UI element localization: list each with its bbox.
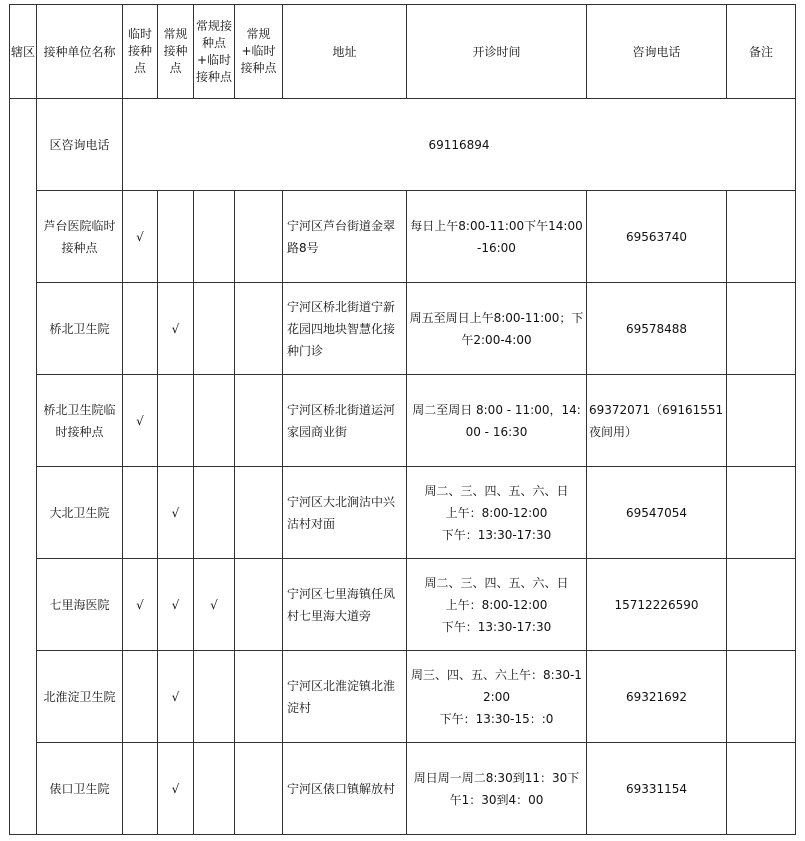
table-row bbox=[10, 375, 796, 467]
regular-check: √ bbox=[158, 467, 194, 559]
hours-line: 周二、三、四、五、六、日 bbox=[424, 483, 569, 498]
regular-temp-check bbox=[194, 467, 235, 559]
table-row bbox=[10, 651, 796, 743]
district-cell bbox=[10, 99, 37, 835]
regular-temp-check bbox=[194, 283, 235, 375]
regular-temp2-check bbox=[235, 283, 283, 375]
site-address: 宁河区七里海镇任凤村七里海大道旁 bbox=[283, 559, 407, 651]
site-name: 北淮淀卫生院 bbox=[37, 651, 123, 743]
temp-check: √ bbox=[123, 559, 158, 651]
site-phone: 69331154 bbox=[587, 743, 727, 835]
header-hours: 开诊时间 bbox=[407, 5, 587, 99]
hours-line: 周二、三、四、五、六、日 bbox=[424, 575, 569, 590]
site-name: 桥北卫生院临时接种点 bbox=[37, 375, 123, 467]
site-address: 宁河区北淮淀镇北淮淀村 bbox=[283, 651, 407, 743]
site-hours bbox=[407, 467, 587, 559]
site-note bbox=[727, 651, 796, 743]
header-phone: 咨询电话 bbox=[587, 5, 727, 99]
vaccination-sites-table bbox=[9, 4, 796, 835]
temp-check bbox=[123, 743, 158, 835]
site-note bbox=[727, 191, 796, 283]
regular-temp2-check bbox=[235, 467, 283, 559]
hours-line: 下午：13:30-15：:0 bbox=[439, 711, 554, 726]
header-note: 备注 bbox=[727, 5, 796, 99]
site-hours bbox=[407, 559, 587, 651]
header-unit: 接种单位名称 bbox=[37, 5, 123, 99]
regular-temp-check bbox=[194, 743, 235, 835]
regular-check bbox=[158, 375, 194, 467]
temp-check bbox=[123, 467, 158, 559]
header-row bbox=[10, 5, 796, 99]
site-hours: 周日周一周二8:30到11：30下午1：30到4：00 bbox=[407, 743, 587, 835]
table-row bbox=[10, 283, 796, 375]
header-temp: 临时接种点 bbox=[123, 5, 158, 99]
site-name: 大北卫生院 bbox=[37, 467, 123, 559]
hours-line: 下午：13:30-17:30 bbox=[441, 619, 552, 634]
table-row bbox=[10, 743, 796, 835]
temp-check: √ bbox=[123, 375, 158, 467]
regular-check: √ bbox=[158, 283, 194, 375]
site-address: 宁河区芦台街道金翠路8号 bbox=[283, 191, 407, 283]
regular-temp-check bbox=[194, 375, 235, 467]
regular-check: √ bbox=[158, 743, 194, 835]
regular-temp2-check bbox=[235, 375, 283, 467]
site-address: 宁河区桥北街道运河家园商业街 bbox=[283, 375, 407, 467]
site-note bbox=[727, 467, 796, 559]
hotline-row bbox=[10, 99, 796, 191]
regular-temp2-check bbox=[235, 191, 283, 283]
site-address: 宁河区俵口镇解放村 bbox=[283, 743, 407, 835]
site-phone: 69563740 bbox=[587, 191, 727, 283]
hours-line: 上午：8:00-12:00 bbox=[445, 505, 548, 520]
hours-line: 上午：8:00-12:00 bbox=[445, 597, 548, 612]
regular-temp-check: √ bbox=[194, 559, 235, 651]
regular-temp-check bbox=[194, 191, 235, 283]
regular-temp2-check bbox=[235, 743, 283, 835]
site-address: 宁河区桥北街道宁新花园四地块智慧化接种门诊 bbox=[283, 283, 407, 375]
site-name: 七里海医院 bbox=[37, 559, 123, 651]
header-regular: 常规接种点 bbox=[158, 5, 194, 99]
header-address: 地址 bbox=[283, 5, 407, 99]
temp-check bbox=[123, 651, 158, 743]
regular-check: √ bbox=[158, 651, 194, 743]
header-district: 辖区 bbox=[10, 5, 37, 99]
site-name: 俵口卫生院 bbox=[37, 743, 123, 835]
site-name: 芦台医院临时接种点 bbox=[37, 191, 123, 283]
hotline-label: 区咨询电话 bbox=[37, 99, 123, 191]
header-regular-temp2: 常规+临时接种点 bbox=[235, 5, 283, 99]
hotline-value: 69116894 bbox=[123, 99, 796, 191]
regular-temp2-check bbox=[235, 559, 283, 651]
site-hours: 每日上午8:00-11:00下午14:00-16:00 bbox=[407, 191, 587, 283]
site-hours: 周五至周日上午8:00-11:00；下午2:00-4:00 bbox=[407, 283, 587, 375]
site-phone: 69372071（69161551夜间用） bbox=[587, 375, 727, 467]
regular-temp2-check bbox=[235, 651, 283, 743]
site-hours bbox=[407, 651, 587, 743]
site-note bbox=[727, 559, 796, 651]
site-phone: 69578488 bbox=[587, 283, 727, 375]
site-address: 宁河区大北涧沽中兴沽村对面 bbox=[283, 467, 407, 559]
site-note bbox=[727, 743, 796, 835]
site-note bbox=[727, 283, 796, 375]
regular-temp-check bbox=[194, 651, 235, 743]
hours-line: 下午：13:30-17:30 bbox=[441, 527, 552, 542]
site-phone: 15712226590 bbox=[587, 559, 727, 651]
temp-check: √ bbox=[123, 191, 158, 283]
header-regular-temp: 常规接种点+临时接种点 bbox=[194, 5, 235, 99]
site-phone: 69547054 bbox=[587, 467, 727, 559]
site-name: 桥北卫生院 bbox=[37, 283, 123, 375]
temp-check bbox=[123, 283, 158, 375]
table-row bbox=[10, 467, 796, 559]
regular-check: √ bbox=[158, 559, 194, 651]
hours-line: 周三、四、五、六上午：8:30-12:00 bbox=[411, 667, 582, 704]
regular-check bbox=[158, 191, 194, 283]
site-hours: 周二至周日 8:00 - 11:00，14:00 - 16:30 bbox=[407, 375, 587, 467]
site-note bbox=[727, 375, 796, 467]
table-row bbox=[10, 559, 796, 651]
table-row bbox=[10, 191, 796, 283]
site-phone: 69321692 bbox=[587, 651, 727, 743]
